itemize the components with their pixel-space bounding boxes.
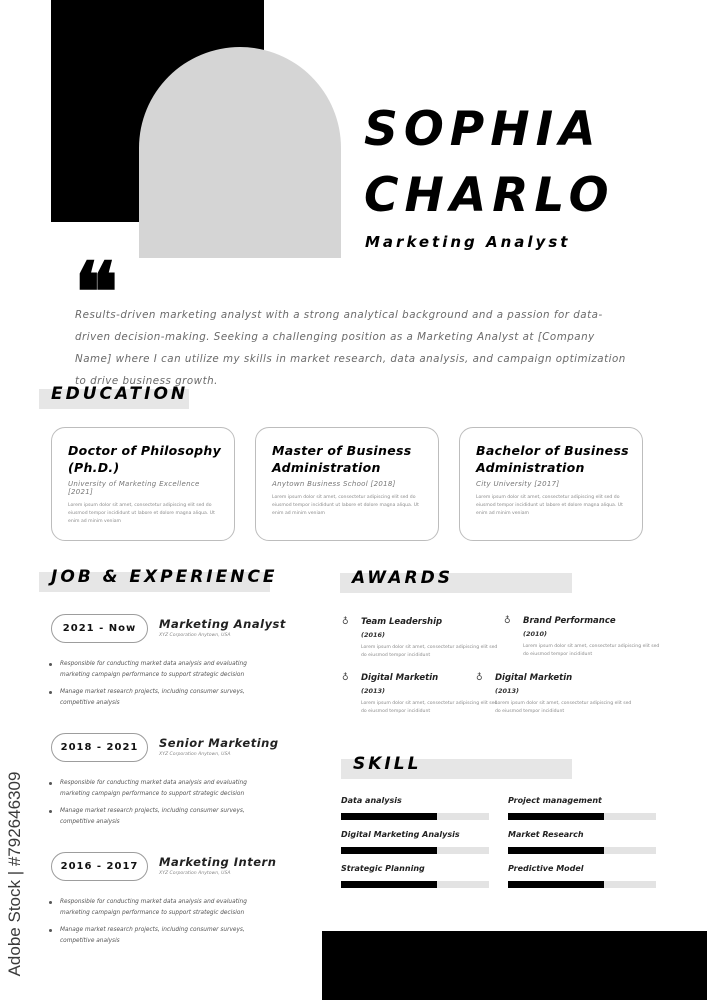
award-item xyxy=(342,673,498,723)
award-medal-icon: ♁ xyxy=(342,673,349,683)
degree-description: Lorem ipsum dolor sit amet, consectetur adipiscing elit sed do eiusmod tempor incididunt ut labore et dolore magna aliqua. Ut enim ad minim veniam xyxy=(476,495,623,516)
award-year: (2016) xyxy=(361,631,386,639)
degree-title: Master of Business Administration xyxy=(272,443,412,475)
watermark-side-text: Adobe Stock | #792646309 xyxy=(5,771,24,977)
job-period-badge: 2018 - 2021 xyxy=(51,733,148,762)
skill-bar-fill xyxy=(508,813,604,820)
skill-bar-fill xyxy=(508,881,604,888)
degree-title: Doctor of Philosophy (Ph.D.) xyxy=(68,443,222,475)
award-item xyxy=(342,617,498,667)
skill-item xyxy=(508,796,656,822)
job-title: Marketing Intern xyxy=(159,855,277,869)
skill-label: Data analysis xyxy=(341,796,402,805)
award-description: Lorem ipsum dolor sit amet, consectetur adipiscing elit sed do eiusmod tempor incididunt xyxy=(361,701,498,714)
skill-label: Predictive Model xyxy=(508,864,584,873)
skill-label: Digital Marketing Analysis xyxy=(341,830,460,839)
job-title: Marketing Analyst xyxy=(159,617,286,631)
award-medal-icon: ♁ xyxy=(342,617,349,627)
skill-item xyxy=(508,864,656,890)
first-name: SOPHIA xyxy=(364,102,602,157)
education-card xyxy=(255,427,439,541)
skill-bar-track xyxy=(341,813,489,820)
experience-title: JOB & EXPERIENCE xyxy=(51,567,278,587)
award-medal-icon: ♁ xyxy=(504,616,511,626)
skill-section-header xyxy=(341,754,572,779)
skill-item xyxy=(508,830,656,856)
job-company: XYZ Corporation Anytown, USA xyxy=(159,752,231,757)
skill-bar-track xyxy=(341,847,489,854)
award-name: Brand Performance xyxy=(523,616,616,626)
watermark-side xyxy=(0,760,30,990)
job-period-badge: 2016 - 2017 xyxy=(51,852,148,881)
school-name: Anytown Business School [2018] xyxy=(272,480,396,488)
job-company: XYZ Corporation Anytown, USA xyxy=(159,633,231,638)
award-description: Lorem ipsum dolor sit amet, consectetur adipiscing elit sed do eiusmod tempor incididunt xyxy=(495,701,632,714)
skill-bar-fill xyxy=(341,881,437,888)
school-name: University of Marketing Excellence [2021] xyxy=(68,480,200,496)
skill-bar-track xyxy=(508,881,656,888)
award-year: (2013) xyxy=(495,687,520,695)
job-period-badge: 2021 - Now xyxy=(51,614,148,643)
degree-description: Lorem ipsum dolor sit amet, consectetur adipiscing elit sed do eiusmod tempor incididunt ut labore et dolore magna aliqua. Ut enim ad minim veniam xyxy=(68,503,215,524)
footer-black-block xyxy=(322,931,707,1000)
award-name: Team Leadership xyxy=(361,617,443,627)
skill-item xyxy=(341,864,489,890)
skill-item xyxy=(341,796,489,822)
skill-bar-fill xyxy=(508,847,604,854)
skill-bar-fill xyxy=(341,847,437,854)
award-description: Lorem ipsum dolor sit amet, consectetur adipiscing elit sed do eiusmod tempor incididunt xyxy=(523,644,660,657)
award-item xyxy=(504,616,660,666)
experience-section-header xyxy=(39,567,278,592)
last-name: CHARLO xyxy=(364,168,615,223)
job-duties xyxy=(49,778,269,834)
duty-item: Responsible for conducting market data analysis and evaluating marketing campaign performance to support strategic decision xyxy=(49,659,269,681)
skill-bar-fill xyxy=(341,813,437,820)
degree-title: Bachelor of Business Administration xyxy=(476,443,629,475)
duty-item: Manage market research projects, including consumer surveys, competitive analysis xyxy=(49,806,269,828)
profile-summary: Results-driven marketing analyst with a strong analytical background and a passion for data-driven decision-making. Seeking a challenging position as a Marketing Analyst at [Company Name] where I can utilize my skills in market research, data analysis, and campaign optimization to drive business growth. xyxy=(75,309,626,387)
skill-label: Project management xyxy=(508,796,602,805)
job-title: Senior Marketing xyxy=(159,736,279,750)
job-company: XYZ Corporation Anytown, USA xyxy=(159,871,231,876)
job-duties xyxy=(49,659,269,715)
job-duties xyxy=(49,897,269,953)
award-name: Digital Marketin xyxy=(495,673,573,683)
duty-item: Manage market research projects, including consumer surveys, competitive analysis xyxy=(49,925,269,947)
duty-item: Manage market research projects, including consumer surveys, competitive analysis xyxy=(49,687,269,709)
award-name: Digital Marketin xyxy=(361,673,439,683)
duty-item: Responsible for conducting market data analysis and evaluating marketing campaign performance to support strategic decision xyxy=(49,897,269,919)
award-item xyxy=(476,673,632,723)
skill-bar-track xyxy=(508,813,656,820)
award-year: (2010) xyxy=(523,630,548,638)
skill-label: Strategic Planning xyxy=(341,864,425,873)
award-medal-icon: ♁ xyxy=(476,673,483,683)
skill-bar-track xyxy=(341,881,489,888)
awards-section-header xyxy=(340,568,572,593)
degree-description: Lorem ipsum dolor sit amet, consectetur adipiscing elit sed do eiusmod tempor incididunt ut labore et dolore magna aliqua. Ut enim ad minim veniam xyxy=(272,495,419,516)
education-section-header xyxy=(39,384,189,409)
award-year: (2013) xyxy=(361,687,386,695)
skill-label: Market Research xyxy=(508,830,584,839)
skill-bar-track xyxy=(508,847,656,854)
award-description: Lorem ipsum dolor sit amet, consectetur adipiscing elit sed do eiusmod tempor incididunt xyxy=(361,645,498,658)
school-name: City University [2017] xyxy=(476,480,560,488)
duty-item: Responsible for conducting market data analysis and evaluating marketing campaign performance to support strategic decision xyxy=(49,778,269,800)
skill-item xyxy=(341,830,489,856)
education-title: EDUCATION xyxy=(51,384,189,404)
quote-icon: ❝ xyxy=(74,245,119,341)
photo-placeholder-arch xyxy=(139,47,341,258)
skill-title: SKILL xyxy=(353,754,422,774)
education-card xyxy=(459,427,643,541)
awards-title: AWARDS xyxy=(352,568,453,588)
job-role: Marketing Analyst xyxy=(365,233,571,251)
education-card xyxy=(51,427,235,541)
